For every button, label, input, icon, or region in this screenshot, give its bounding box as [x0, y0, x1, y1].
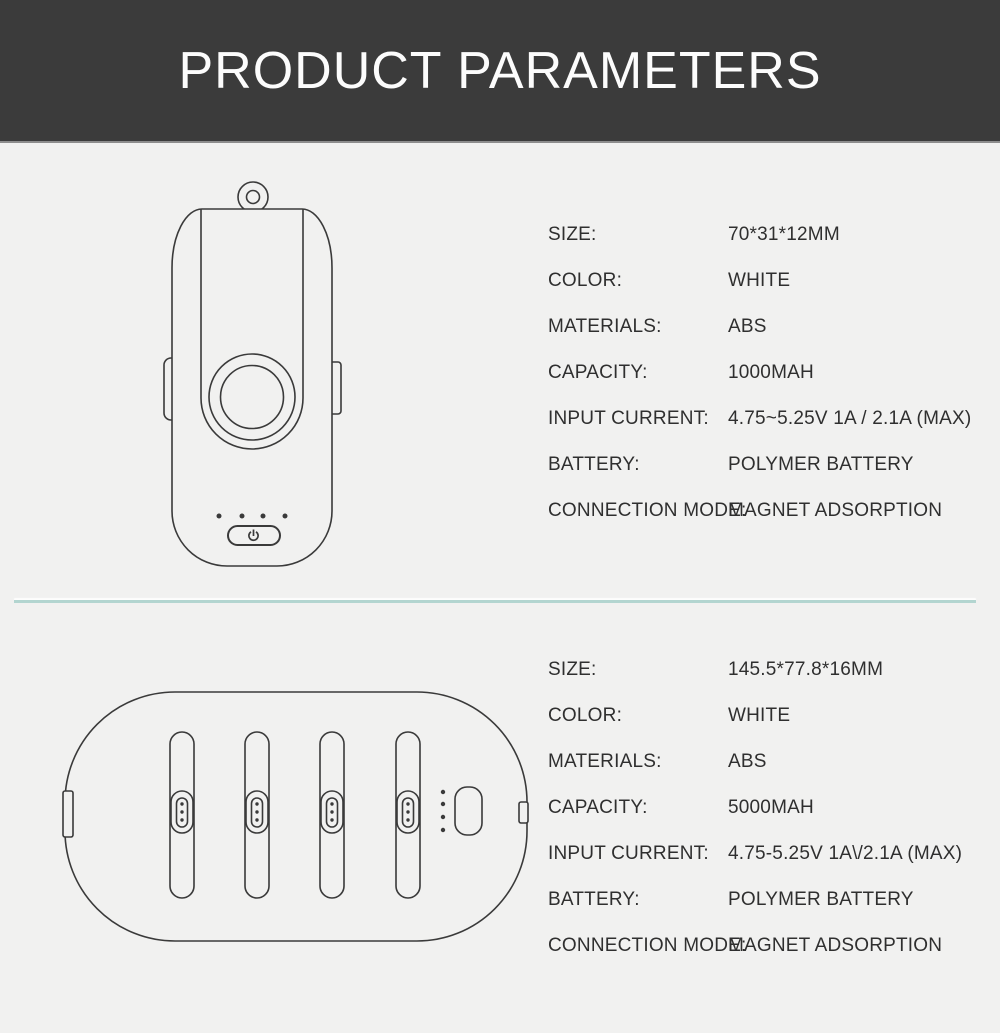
spec-label: CAPACITY:: [548, 362, 648, 383]
spec-row: [548, 350, 971, 396]
spec-value: 4.75-5.25V 1A\/2.1A (MAX): [728, 843, 963, 864]
spec-value: ABS: [728, 316, 767, 337]
charging-case-drawing: [63, 692, 528, 941]
spec-value: ABS: [728, 751, 767, 772]
charging-slot: [396, 732, 420, 898]
spec-label: MATERIALS:: [548, 751, 662, 772]
case-left-notch: [63, 791, 73, 837]
spec-row: [548, 785, 962, 831]
spec-row: [548, 488, 971, 534]
charging-slot: [170, 732, 194, 898]
case-right-notch: [519, 802, 528, 823]
spec-label: BATTERY:: [548, 454, 640, 475]
spec-label: SIZE:: [548, 659, 597, 680]
spec-value: POLYMER BATTERY: [728, 889, 914, 910]
spec-value: WHITE: [728, 705, 791, 726]
case-outline: [65, 692, 527, 941]
spec-row: [548, 831, 962, 877]
spec-label: COLOR:: [548, 270, 623, 291]
keyring-loop-icon: [238, 182, 268, 212]
spec-row: [548, 212, 971, 258]
spec-label: BATTERY:: [548, 889, 640, 910]
spec-value: MAGNET ADSORPTION: [728, 935, 943, 956]
case-button-icon: [455, 787, 482, 835]
keychain-powerbank-drawing: [164, 182, 341, 566]
spec-row: [548, 647, 962, 693]
spec-row: [548, 739, 962, 785]
charging-slot: [245, 732, 269, 898]
spec-label: INPUT CURRENT:: [548, 843, 709, 864]
spec-value: WHITE: [728, 270, 791, 291]
spec-label: MATERIALS:: [548, 316, 662, 337]
spec-row: [548, 693, 962, 739]
spec-row: [548, 258, 971, 304]
case-indicator-dots: [441, 790, 445, 832]
spec-value: 1000MAH: [728, 362, 814, 383]
spec-label: INPUT CURRENT:: [548, 408, 709, 429]
spec-label: COLOR:: [548, 705, 623, 726]
spec-value: POLYMER BATTERY: [728, 454, 914, 475]
spec-value: MAGNET ADSORPTION: [728, 500, 943, 521]
spec-label: CONNECTION MODE:: [548, 500, 747, 521]
spec-row: [548, 442, 971, 488]
section-powerbank-specs: [548, 212, 971, 534]
spec-label: CONNECTION MODE:: [548, 935, 747, 956]
section-divider: [14, 600, 976, 603]
spec-value: 5000MAH: [728, 797, 814, 818]
spec-label: SIZE:: [548, 224, 597, 245]
page-title: PRODUCT PARAMETERS: [178, 41, 822, 100]
spec-row: [548, 304, 971, 350]
spec-label: CAPACITY:: [548, 797, 648, 818]
charging-slot: [320, 732, 344, 898]
spec-row: [548, 396, 971, 442]
spec-row: [548, 877, 962, 923]
section-case-specs: [548, 647, 962, 969]
spec-row: [548, 923, 962, 969]
powerbank-body-outline: [172, 209, 332, 566]
spec-value: 145.5*77.8*16MM: [728, 659, 884, 680]
spec-value: 70*31*12MM: [728, 224, 840, 245]
spec-value: 4.75~5.25V 1A / 2.1A (MAX): [728, 408, 972, 429]
